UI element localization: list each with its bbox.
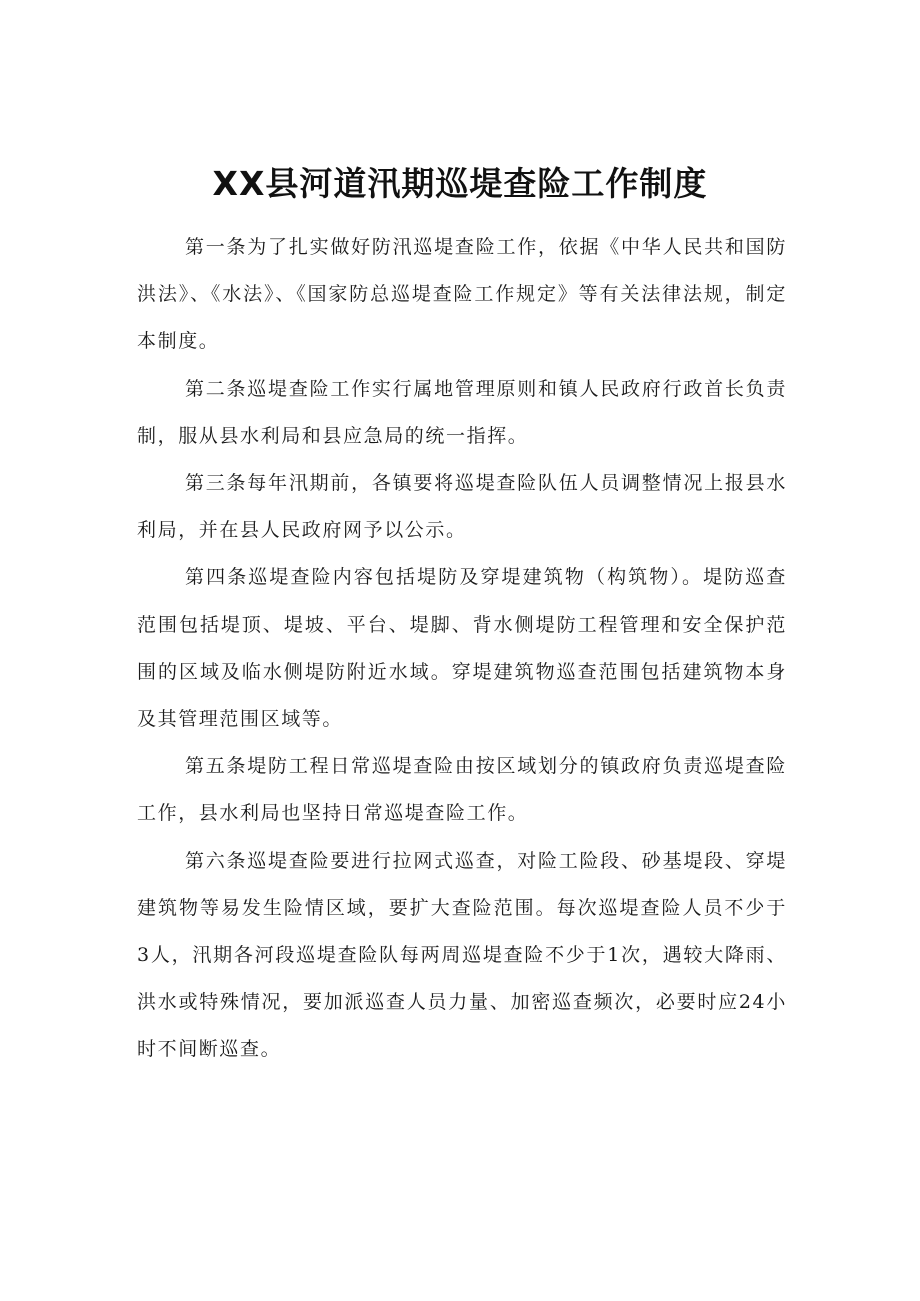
article-4-paragraph: 第四条巡堤查险内容包括堤防及穿堤建筑物（构筑物）。堤防巡查范围包括堤顶、堤坡、平台、堤脚、背水侧堤防工程管理和安全保护范围的区域及临水侧堤防附近水域。穿堤建筑物巡查范围包括建筑物本身及其管理范围区域等。 <box>137 566 787 731</box>
article-1-paragraph: 第一条为了扎实做好防汛巡堤查险工作，依据《中华人民共和国防洪法》、《水法》、《国家防总巡堤查险工作规定》等有关法律法规，制定本制度。 <box>137 236 787 353</box>
article-3-paragraph: 第三条每年汛期前，各镇要将巡堤查险队伍人员调整情况上报县水利局，并在县人民政府网予以公示。 <box>137 472 787 542</box>
article-2-paragraph: 第二条巡堤查险工作实行属地管理原则和镇人民政府行政首长负责制，服从县水利局和县应急局的统一指挥。 <box>137 377 787 447</box>
article-6-paragraph: 第六条巡堤查险要进行拉网式巡查，对险工险段、砂基堤段、穿堤建筑物等易发生险情区域，要扩大查险范围。每次巡堤查险人员不少于3人，汛期各河段巡堤查险队每两周巡堤查险不少于1次，遇较大降雨、洪水或特殊情况，要加派巡查人员力量、加密巡查频次，必要时应24小时不间断巡查。 <box>137 849 787 1061</box>
article-5-paragraph: 第五条堤防工程日常巡堤查险由按区域划分的镇政府负责巡堤查险工作，县水利局也坚持日常巡堤查险工作。 <box>137 755 787 825</box>
document-body <box>137 224 787 1074</box>
document-title: XX县河道汛期巡堤查险工作制度 <box>212 164 708 203</box>
